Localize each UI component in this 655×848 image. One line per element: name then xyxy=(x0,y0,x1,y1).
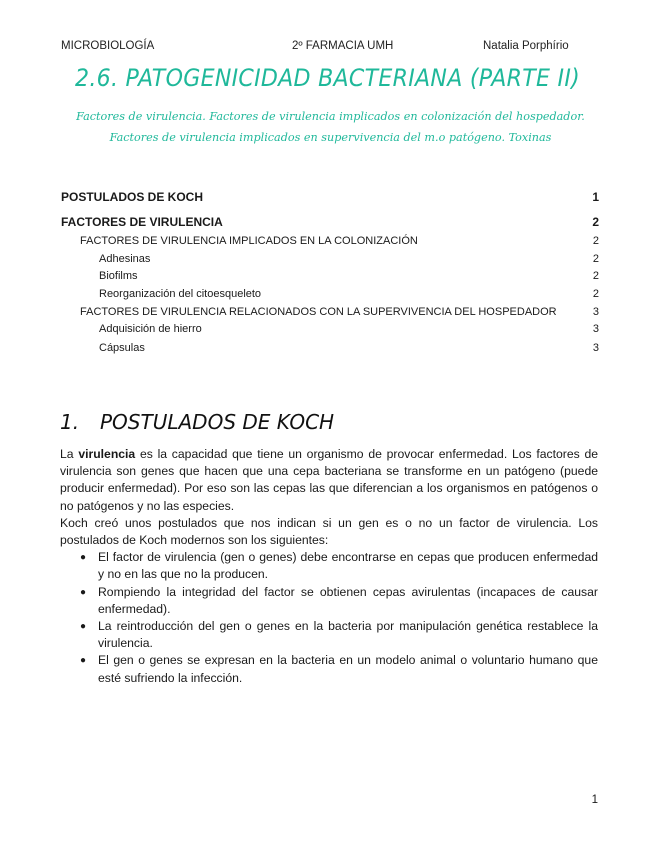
header-author: Natalia Porphírio xyxy=(483,40,569,52)
toc-entry-page: 3 xyxy=(592,306,599,318)
paragraph xyxy=(60,446,598,515)
list-item: ● La reintroducción del gen o genes en la bacteria por manipulación genética restablece la virulencia. xyxy=(60,618,598,652)
toc-entry-label: Reorganización del citoesqueleto xyxy=(99,288,262,300)
toc-entry-page: 2 xyxy=(592,235,599,247)
list-item: ● Rompiendo la integridad del factor se obtienen cepas avirulentas (incapaces de causar enfermedad). xyxy=(60,584,598,618)
toc-entry-page: 2 xyxy=(592,253,599,265)
toc-entry-label: FACTORES DE VIRULENCIA IMPLICADOS EN LA COLONIZACIÓN xyxy=(80,235,418,247)
section-title: POSTULADOS DE KOCH xyxy=(100,410,335,434)
paragraph: Koch creó unos postulados que nos indican si un gen es o no un factor de virulencia. Los postulados de Koch modernos son los siguientes: xyxy=(60,515,598,548)
toc-entry-page: 1 xyxy=(592,190,599,204)
header-subject: MICROBIOLOGÍA xyxy=(61,40,155,52)
document-title: 2.6. PATOGENICIDAD BACTERIANA (PARTE II) xyxy=(75,64,580,92)
bullet-list xyxy=(60,549,598,687)
toc-entry-label: Adhesinas xyxy=(99,253,151,265)
toc-entry-label: FACTORES DE VIRULENCIA RELACIONADOS CON LA SUPERVIVENCIA DEL HOSPEDADOR xyxy=(80,306,557,318)
section-number: 1. xyxy=(60,410,80,434)
toc-entry-page: 3 xyxy=(592,342,599,354)
toc-entry-page: 2 xyxy=(592,270,599,282)
toc-entry-label: Adquisición de hierro xyxy=(99,323,202,335)
paragraph-text: La xyxy=(60,447,79,461)
toc-entry-label: Biofilms xyxy=(99,270,138,282)
toc-entry-page: 2 xyxy=(592,288,599,300)
toc-entry-page: 3 xyxy=(592,323,599,335)
header-course: 2º FARMACIA UMH xyxy=(292,40,394,52)
bold-term: virulencia xyxy=(78,447,136,461)
section-body xyxy=(60,446,598,687)
paragraph-text: es la capacidad que tiene un organismo de provocar enfermedad. Los factores de virulencia son genes que hacen que una cepa bacteriana se transforme en un patógeno (puede producir enfermedad). Por eso son las cepas las que diferencian a los organismos en patógenos o no patógenos y no las especies. xyxy=(60,447,598,513)
document-subtitle: Factores de virulencia. Factores de virulencia implicados en colonización del hospedador. Factores de virulencia implicados en supervivencia del m.o patógeno. Toxinas xyxy=(76,110,585,144)
list-item: ● El gen o genes se expresan en la bacteria en un modelo animal o voluntario humano que esté sufriendo la infección. xyxy=(60,652,598,686)
toc-entry-label: Cápsulas xyxy=(99,342,145,354)
toc-entry-page: 2 xyxy=(592,215,599,229)
page-number: 1 xyxy=(591,794,598,806)
section-heading xyxy=(60,410,334,434)
toc-entry-label: FACTORES DE VIRULENCIA xyxy=(61,215,223,229)
list-item: ● El factor de virulencia (gen o genes) debe encontrarse en cepas que producen enfermedad y no en las que no la producen. xyxy=(60,549,598,583)
toc-entry-label: POSTULADOS DE KOCH xyxy=(61,190,204,204)
